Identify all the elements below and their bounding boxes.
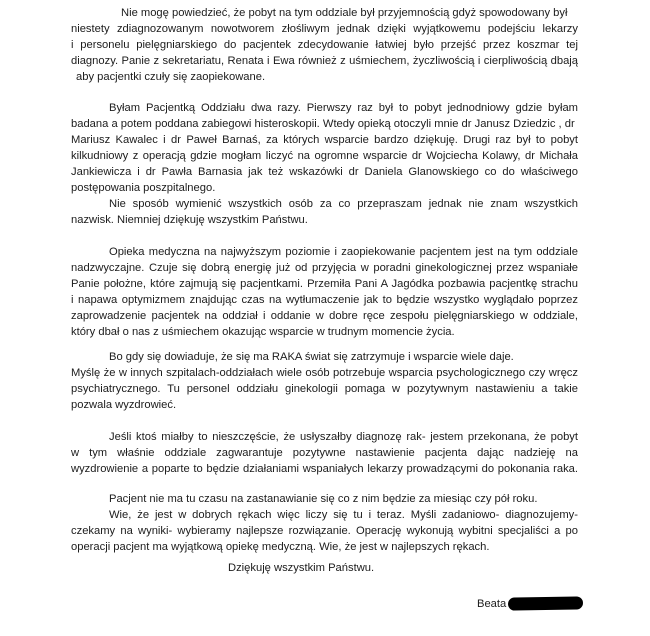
text-line: nadzwyczajne. Czuje się dobrą energię już od przyjęcia w poradni ginekologicznej przez wspaniałe [71, 262, 578, 274]
text-line: operacji pacjent ma wyjątkową opiekę medyczną. Wie, że jest w najlepszych rękach. [71, 541, 490, 553]
text-line: Nie mogę powiedzieć, że pobyt na tym oddziale był przyjemnością gdyż spowodowany był [121, 7, 568, 19]
text-line: Jankiewicza i dr Pawła Barnasia jak też wskazówki dr Daniela Glanowskiego co do właściwego [71, 166, 578, 178]
text-line: który dbał o nas z uśmiechem okazując wsparcie w trudnym momencie życia. [71, 326, 455, 338]
text-line: Bo gdy się dowiaduje, że się ma RAKA świat się zatrzymuje i wsparcie wiele daje. [109, 351, 514, 363]
text-line: i napawa optymizmem znajdując czas na wytłumaczenie jak to będzie wszystko wyglądało poprzez [71, 294, 578, 306]
text-line: psychiatrycznego. Tu personel oddziału ginekologii pomaga w pozytywnym nastawieniu a takie [71, 383, 578, 395]
redaction-mark [508, 596, 583, 610]
text-line: pozwala wyzdrowieć. [71, 399, 177, 411]
text-line: aby pacjentki czuły się zaopiekowane. [76, 71, 266, 83]
text-line: niestety zdiagnozowanym nowotworem złośliwym jednak dzięki wyjątkowemu podejściu lekarzy [71, 23, 578, 35]
text-line: nazwisk. Niemniej dziękuję wszystkim Państwu. [71, 214, 308, 226]
signature-name: Beata [477, 598, 507, 610]
text-line: czekamy na wyniki- wybieramy najlepsze rozwiązanie. Operację wykonują wybitni specjaliści a po [71, 525, 578, 537]
text-line: Wie, że jest w dobrych rękach więc liczy się tu i teraz. Myśli zadaniowo- diagnozujemy- [109, 509, 578, 521]
text-line: Pacjent nie ma tu czasu na zastanawianie się co z nim będzie za miesiąc czy pół roku. [109, 493, 538, 505]
text-line: Mariusz Kawalec i dr Paweł Barnaś, za których wsparcie bardzo dziękuję. Drugi raz był to pobyt [71, 134, 578, 146]
text-line: kilkudniowy z operacją gdzie mogłam liczyć na ogromne wsparcie dr Wojciecha Kolawy, dr Michała [71, 150, 578, 162]
text-line: badana a potem poddana zabiegowi histeroskopii. Wtedy opieką otoczyli mnie dr Janusz Dziedzic , dr [71, 118, 575, 130]
text-line: postępowania poszpitalnego. [71, 182, 216, 194]
text-line: w tym właśnie oddziale zagwarantuje pozytywne nastawienie pacjenta dając nadzieję na [71, 447, 578, 459]
text-line: Jeśli ktoś miałby to nieszczęście, że usłyszałby diagnozę rak- jestem przekonana, że pobyt [109, 431, 578, 443]
text-line: diagnozy. Panie z sekretariatu, Renata i Ewa również z uśmiechem, życzliwością i cierpliwością dbają [71, 55, 578, 67]
text-line: Panie położne, które zajmują się pacjentkami. Przemiła Pani A Jagódka pozbawia pacjentkę strachu [71, 278, 578, 290]
text-line: Opieka medyczna na najwyższym poziomie i zaopiekowanie pacjentem jest na tym oddziale [109, 246, 578, 258]
text-line: i personelu pielęgniarskiego do pacjentek zdecydowanie łatwiej było przejść przez koszmar tej [71, 39, 578, 51]
closing-line: Dziękuję wszystkim Państwu. [228, 562, 375, 574]
text-line: Byłam Pacjentką Oddziału dwa razy. Pierwszy raz był to pobyt jednodniowy gdzie byłam [109, 102, 578, 114]
text-line: zaprowadzenie pacjentek na oddział i oddanie w dobre ręce zespołu pielęgniarskiego w oddziale, [71, 310, 578, 322]
text-line: Myślę że w innych szpitalach-oddziałach wiele osób potrzebuje wsparcia psychologicznego czy wręcz [71, 367, 578, 379]
text-line: Nie sposób wymienić wszystkich osób za co przepraszam jednak nie znam wszystkich [109, 198, 578, 210]
text-line: wyzdrowienie a poparte to będzie działaniami wspaniałych lekarzy prowadzącymi do pokonania raka. [71, 463, 578, 475]
